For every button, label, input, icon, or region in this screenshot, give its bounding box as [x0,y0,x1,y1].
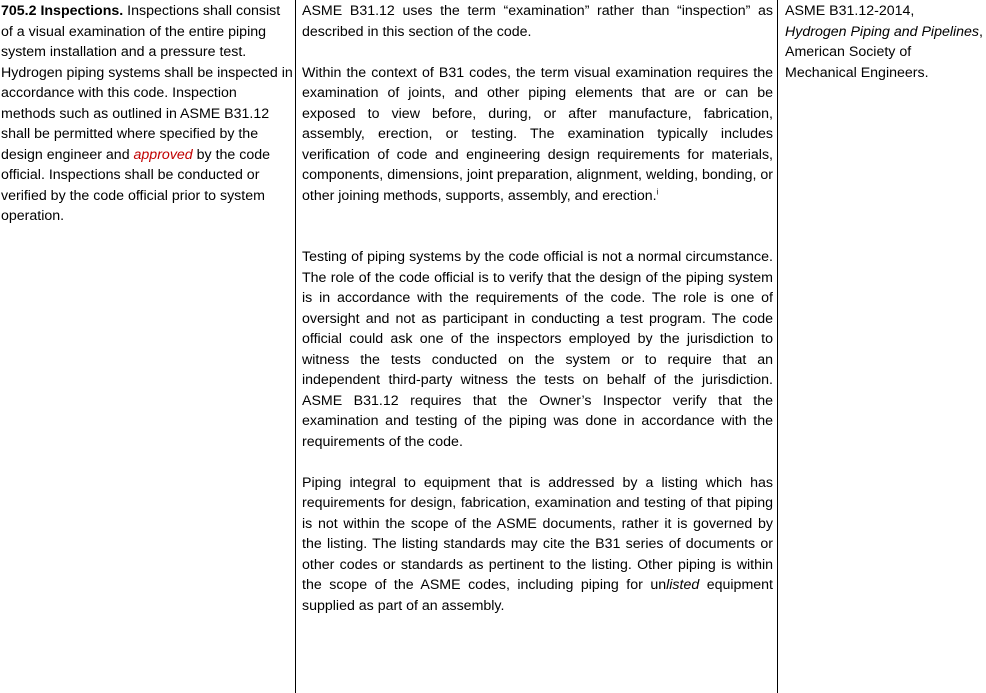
section-heading: 705.2 Inspections. [1,3,124,19]
commentary-paragraph-1: ASME B31.12 uses the term “examination” rather than “inspection” as described in this section of the code. [302,3,773,40]
section-705-2-text [1,1,293,227]
reference-title: Hydrogen Piping and Pipelines [785,23,980,40]
section-body-part-2: by the code official. Inspections shall be conducted or verified by the code official prior to system operation. [1,146,271,224]
reference-publisher: , American Society of Mechanical Engineers. [785,23,983,81]
column-divider-2 [777,0,778,693]
commentary-paragraph-3: Testing of piping systems by the code official is not a normal circumstance. The role of the code official is to verify that the design of the piping system is in accordance with the requirements of the code. The role is one of oversight and not as participant in conducting a test program. The code official could ask one of the inspectors employed by the jurisdiction to witness the tests conducted on the system or to require that an independent third-party witness the tests on behalf of the jurisdiction. ASME B31.12 requires that the Owner’s Inspector verify that the examination and testing of the piping was done in accordance with the requirements of the code. [302,249,773,450]
commentary-paragraph-4-part-b: equipment supplied as part of an assembly. [302,577,773,614]
footnote-marker: i [656,186,659,196]
listed-term: listed [666,577,700,593]
commentary-column [302,1,773,616]
reference-standard: ASME B31.12-2014, [785,3,915,19]
commentary-paragraph-2-text: Within the context of B31 codes, the term visual examination requires the examination of joints, and other piping elements that are or can be exposed to view before, during, or after manufacture, fabrication, assembly, erection, or testing. The examination typically includes verification of code and engineering design requirements for materials, components, dimensions, joint preparation, alignment, welding, bonding, or other joining methods, supports, assembly, and erection. [302,64,773,204]
commentary-paragraph-4-part-a: Piping integral to equipment that is addressed by a listing which has requirements for design, fabrication, examination and testing of that piping is not within the scope of the ASME documents, rather it is governed by the listing. The listing standards may cite the B31 series of documents or other codes or standards as pertinent to the listing. Other piping is within the scope of the ASME codes, including piping for un [302,474,773,593]
reference-citation [785,1,983,83]
column-divider-1 [295,0,296,693]
approved-term: approved [133,146,193,163]
section-body-part-1: Inspections shall consist of a visual examination of the entire piping system installation and a pressure test. Hydrogen piping systems shall be inspected in accordance with this code. Inspection methods such as outlined in ASME B31.12 shall be permitted where specified by the design engineer and [1,3,293,163]
code-text-column [1,1,293,227]
commentary-paragraph-4 [302,473,773,617]
reference-column [785,1,983,83]
commentary-paragraph-2 [302,63,773,207]
